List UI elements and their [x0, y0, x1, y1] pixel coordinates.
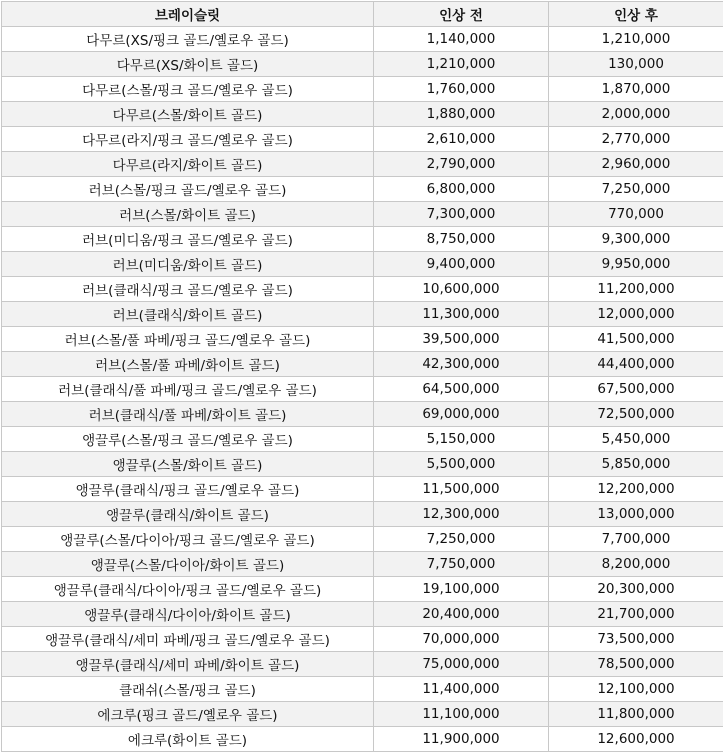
table-row [2, 377, 723, 402]
table-row [2, 252, 723, 277]
price-after-cell: 1,870,000 [549, 77, 723, 102]
price-after-cell: 11,200,000 [549, 277, 723, 302]
product-name-cell: 러브(스몰/풀 파베/화이트 골드) [2, 352, 374, 377]
product-name-cell: 러브(클래식/핑크 골드/옐로우 골드) [2, 277, 374, 302]
price-before-cell: 9,400,000 [374, 252, 549, 277]
table-row [2, 352, 723, 377]
table-row [2, 427, 723, 452]
price-after-cell: 21,700,000 [549, 602, 723, 627]
table-row [2, 702, 723, 727]
price-before-cell: 64,500,000 [374, 377, 549, 402]
price-after-cell: 11,800,000 [549, 702, 723, 727]
price-before-cell: 19,100,000 [374, 577, 549, 602]
table-row [2, 677, 723, 702]
table-row [2, 127, 723, 152]
table-row [2, 227, 723, 252]
table-row [2, 277, 723, 302]
price-before-cell: 1,210,000 [374, 52, 549, 77]
price-table [1, 1, 723, 752]
price-before-cell: 39,500,000 [374, 327, 549, 352]
table-row [2, 177, 723, 202]
table-row [2, 52, 723, 77]
product-name-cell: 러브(미디움/핑크 골드/옐로우 골드) [2, 227, 374, 252]
table-row [2, 652, 723, 677]
product-name-cell: 러브(클래식/풀 파베/핑크 골드/옐로우 골드) [2, 377, 374, 402]
price-after-cell: 2,960,000 [549, 152, 723, 177]
price-before-cell: 5,150,000 [374, 427, 549, 452]
price-after-cell: 67,500,000 [549, 377, 723, 402]
product-name-cell: 클래쉬(스몰/핑크 골드) [2, 677, 374, 702]
product-name-cell: 앵끌루(클래식/핑크 골드/옐로우 골드) [2, 477, 374, 502]
price-after-cell: 9,950,000 [549, 252, 723, 277]
product-name-cell: 다무르(XS/핑크 골드/옐로우 골드) [2, 27, 374, 52]
price-before-cell: 7,750,000 [374, 552, 549, 577]
price-after-cell: 5,450,000 [549, 427, 723, 452]
price-after-cell: 13,000,000 [549, 502, 723, 527]
price-after-cell: 12,600,000 [549, 727, 723, 752]
table-row [2, 27, 723, 52]
product-name-cell: 러브(스몰/풀 파베/핑크 골드/옐로우 골드) [2, 327, 374, 352]
table-row [2, 327, 723, 352]
price-after-cell: 5,850,000 [549, 452, 723, 477]
product-name-cell: 다무르(XS/화이트 골드) [2, 52, 374, 77]
table-row [2, 402, 723, 427]
price-after-cell: 73,500,000 [549, 627, 723, 652]
header-bracelet: 브레이슬릿 [2, 2, 374, 27]
price-before-cell: 11,500,000 [374, 477, 549, 502]
price-after-cell: 130,000 [549, 52, 723, 77]
price-before-cell: 75,000,000 [374, 652, 549, 677]
table-row [2, 477, 723, 502]
product-name-cell: 러브(스몰/화이트 골드) [2, 202, 374, 227]
price-before-cell: 1,880,000 [374, 102, 549, 127]
price-after-cell: 2,000,000 [549, 102, 723, 127]
header-price-after: 인상 후 [549, 2, 723, 27]
price-after-cell: 20,300,000 [549, 577, 723, 602]
product-name-cell: 다무르(라지/핑크 골드/옐로우 골드) [2, 127, 374, 152]
price-before-cell: 5,500,000 [374, 452, 549, 477]
product-name-cell: 러브(스몰/핑크 골드/옐로우 골드) [2, 177, 374, 202]
price-after-cell: 12,200,000 [549, 477, 723, 502]
price-after-cell: 44,400,000 [549, 352, 723, 377]
table-row [2, 77, 723, 102]
price-after-cell: 8,200,000 [549, 552, 723, 577]
product-name-cell: 다무르(스몰/핑크 골드/옐로우 골드) [2, 77, 374, 102]
table-row [2, 577, 723, 602]
header-price-before: 인상 전 [374, 2, 549, 27]
product-name-cell: 앵끌루(클래식/세미 파베/핑크 골드/옐로우 골드) [2, 627, 374, 652]
price-after-cell: 770,000 [549, 202, 723, 227]
table-header-row [2, 2, 723, 27]
price-before-cell: 6,800,000 [374, 177, 549, 202]
price-after-cell: 7,250,000 [549, 177, 723, 202]
product-name-cell: 앵끌루(클래식/세미 파베/화이트 골드) [2, 652, 374, 677]
product-name-cell: 다무르(라지/화이트 골드) [2, 152, 374, 177]
product-name-cell: 앵끌루(클래식/다이아/핑크 골드/옐로우 골드) [2, 577, 374, 602]
table-row [2, 627, 723, 652]
product-name-cell: 러브(미디움/화이트 골드) [2, 252, 374, 277]
price-after-cell: 7,700,000 [549, 527, 723, 552]
table-row [2, 727, 723, 752]
price-after-cell: 9,300,000 [549, 227, 723, 252]
price-before-cell: 1,140,000 [374, 27, 549, 52]
table-row [2, 527, 723, 552]
product-name-cell: 에크루(핑크 골드/옐로우 골드) [2, 702, 374, 727]
price-before-cell: 42,300,000 [374, 352, 549, 377]
price-after-cell: 72,500,000 [549, 402, 723, 427]
product-name-cell: 러브(클래식/화이트 골드) [2, 302, 374, 327]
table-row [2, 152, 723, 177]
table-row [2, 552, 723, 577]
product-name-cell: 앵끌루(스몰/핑크 골드/옐로우 골드) [2, 427, 374, 452]
price-after-cell: 2,770,000 [549, 127, 723, 152]
price-before-cell: 70,000,000 [374, 627, 549, 652]
product-name-cell: 러브(클래식/풀 파베/화이트 골드) [2, 402, 374, 427]
price-before-cell: 1,760,000 [374, 77, 549, 102]
product-name-cell: 앵끌루(스몰/화이트 골드) [2, 452, 374, 477]
price-before-cell: 20,400,000 [374, 602, 549, 627]
product-name-cell: 다무르(스몰/화이트 골드) [2, 102, 374, 127]
price-before-cell: 7,250,000 [374, 527, 549, 552]
price-before-cell: 8,750,000 [374, 227, 549, 252]
product-name-cell: 에크루(화이트 골드) [2, 727, 374, 752]
price-after-cell: 12,100,000 [549, 677, 723, 702]
table-row [2, 102, 723, 127]
product-name-cell: 앵끌루(클래식/다이아/화이트 골드) [2, 602, 374, 627]
product-name-cell: 앵끌루(스몰/다이아/화이트 골드) [2, 552, 374, 577]
table-body [2, 27, 723, 752]
table-row [2, 452, 723, 477]
price-before-cell: 7,300,000 [374, 202, 549, 227]
price-before-cell: 11,400,000 [374, 677, 549, 702]
table-row [2, 202, 723, 227]
price-after-cell: 41,500,000 [549, 327, 723, 352]
price-after-cell: 12,000,000 [549, 302, 723, 327]
price-after-cell: 78,500,000 [549, 652, 723, 677]
price-before-cell: 2,610,000 [374, 127, 549, 152]
price-before-cell: 11,300,000 [374, 302, 549, 327]
product-name-cell: 앵끌루(클래식/화이트 골드) [2, 502, 374, 527]
product-name-cell: 앵끌루(스몰/다이아/핑크 골드/옐로우 골드) [2, 527, 374, 552]
price-before-cell: 11,100,000 [374, 702, 549, 727]
price-after-cell: 1,210,000 [549, 27, 723, 52]
price-before-cell: 11,900,000 [374, 727, 549, 752]
price-before-cell: 12,300,000 [374, 502, 549, 527]
table-row [2, 602, 723, 627]
price-before-cell: 2,790,000 [374, 152, 549, 177]
price-before-cell: 69,000,000 [374, 402, 549, 427]
price-before-cell: 10,600,000 [374, 277, 549, 302]
table-row [2, 502, 723, 527]
table-row [2, 302, 723, 327]
